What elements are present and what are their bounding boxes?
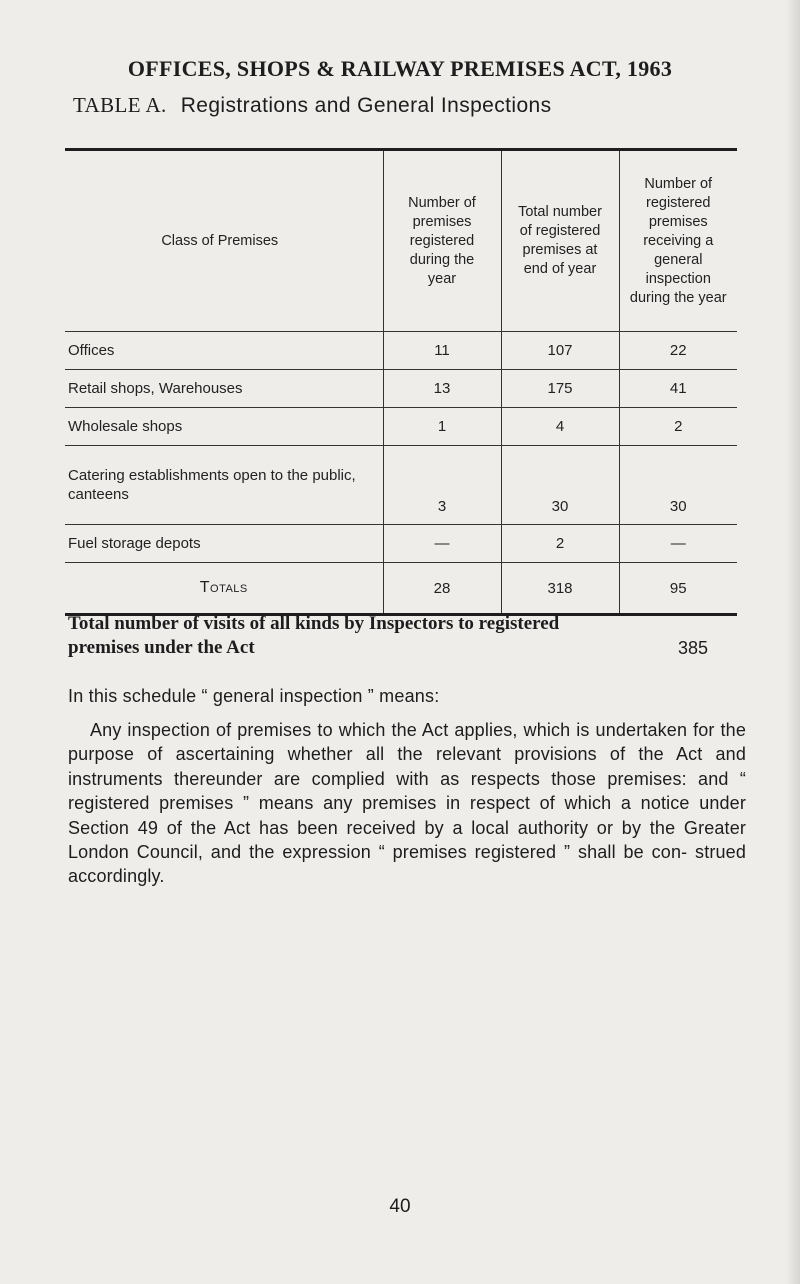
row-registered: 1 (383, 408, 501, 446)
row-class-name: Offices (65, 332, 383, 370)
table-row (65, 446, 737, 525)
totals-registered: 28 (383, 563, 501, 615)
definition-intro: In this schedule “ general inspection ” means: (68, 686, 440, 706)
row-class-name: Fuel storage depots (65, 525, 383, 563)
row-inspected: — (619, 525, 737, 563)
table-row (65, 370, 737, 408)
registrations-table (65, 148, 737, 616)
totals-total: 318 (501, 563, 619, 615)
row-class-name: Wholesale shops (65, 408, 383, 446)
row-total: 2 (501, 525, 619, 563)
row-inspected: 30 (619, 446, 737, 525)
row-inspected: 41 (619, 370, 737, 408)
row-registered: 13 (383, 370, 501, 408)
table-header-row (65, 150, 737, 332)
table-row (65, 332, 737, 370)
row-total: 30 (501, 446, 619, 525)
table-caption: Registrations and General Inspections (180, 94, 552, 117)
act-title: OFFICES, SHOPS & RAILWAY PREMISES ACT, 1963 (127, 56, 673, 81)
totals-label: Totals (199, 579, 248, 596)
row-class-name: Catering establishments open to the public, canteens (65, 446, 383, 525)
row-inspected: 22 (619, 332, 737, 370)
header-receiving-inspection: Number of registered premises receiving a general inspection during the year (619, 150, 737, 332)
header-total-registered: Total number of registered premises at end of year (501, 150, 619, 332)
row-total: 4 (501, 408, 619, 446)
visits-summary (68, 612, 708, 660)
row-total: 107 (501, 332, 619, 370)
row-registered: 3 (383, 446, 501, 525)
definition-body: Any inspection of premises to which the Act applies, which is undertaken for the purpose of ascertaining whether all the relevant provisions of the Act and instruments thereunder are complied with as respects those premises: and “ registered premises ” means any premises in respect of which a notice under Section 49 of the Act has been received by a local authority or by the Greater London Council, and the expression “ premises registered ” shall be con- strued accordingly. (68, 720, 746, 887)
totals-inspected: 95 (619, 563, 737, 615)
page-edge-shadow (786, 0, 800, 1284)
table-title (73, 93, 552, 118)
visits-value: 385 (677, 638, 708, 658)
table-label: TABLE A. (73, 93, 167, 117)
row-inspected: 2 (619, 408, 737, 446)
row-total: 175 (501, 370, 619, 408)
row-class-name: Retail shops, Warehouses (65, 370, 383, 408)
visits-label: Total number of visits of all kinds by Inspectors to registered premises under the Act (68, 613, 560, 658)
header-class-of-premises: Class of Premises (65, 150, 383, 332)
header-registered-during-year: Number of premises registered during the year (383, 150, 501, 332)
row-registered: — (383, 525, 501, 563)
page-number: 40 (389, 1196, 411, 1217)
table-row (65, 408, 737, 446)
row-registered: 11 (383, 332, 501, 370)
totals-row (65, 563, 737, 615)
table-row (65, 525, 737, 563)
